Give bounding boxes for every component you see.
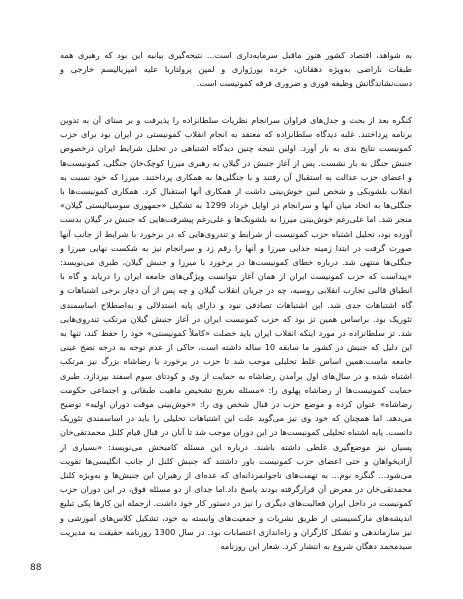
paragraph-body: کنگره بعد از بحث و جدل‌های فراوان سرانجام نظریات سلطانزاده را پذیرفت و بر مبنای آن به تدوین برنامه پرداختند. غلبه دیدگاه سلطانزاده که معتقد به انجام انقلاب کمونیستی در ایران بود برای حزب کمونیست نتایج بدی به بار آورد. اولین نتیجه چنین دیدگاه اشتباهی در تحلیل شرایط ایران درخصوص جنبش جنگل به بار نشست. پس از آغاز جنبش در گیلان به رهبری میرزا کوچک‌خان جنگلی، کمونیست‌ها و اعضای حزب عدالت به استقبال آن رفتند و با جنگلی‌ها به همکاری پرداختند. میرزا که خود نسبت به انقلاب بلشویکی و شخص لنین خوش‌بینی داشت از همکاری آنها استقبال کرد. همکاری کمونیست‌ها با جنگلی‌ها به اتحاد میان آنها و سرانجام در اوایل خرداد 1299 به تشکیل «جمهوری سوسیالیستی گیلان» منجر شد. اما علی‌رغم خوش‌بینی میرزا به بلشویک‌ها و علی‌رغم پیشرفت‌هایی که جنبش در گیلان بدست آورده بود، تحلیل اشتباه حزب کمونیست از شرایط و تندروی‌هایی که در برخورد با شرایط از جانب آنها صورت گرفت در ابتدا زمینه جدایی میرزا و آنها را رقم زد و سرانجام نیز به شکست نهایی میرزا و جنگلی‌ها منتهی شد. درباره خطای کمونیست‌ها در برخورد با میرزا و جنبش گیلان، طبری می‌نویسد: «پیداست که حزب کمونیست ایران از همان آغاز نتوانست ویژگی‌های جامعه ایران را دریابد و گاه با انطباق قالبی تجارب انقلابی روسیه، چه در جریان انقلاب گیلان و چه پس از آن دچار برخی اشتباهات و گاه اشتباهات جدی شد. این اشتباهات تصادفی نبود و دارای پایه استدلالی و به‌اصطلاح اساسمندی تئوریک بود. براساس همین تز بود که حزب کمونیست ایران در آغاز جنبش گیلان مرتکب تندروی‌هایی شد. تز سلطانزاده در مورد اینکه انقلاب ایران باید خصلت «کاملاً کمونیستی» خود را حفظ کند، تنها به این دلیل که جنبش در کشور ما سابقه 10 ساله داشته است، حاکی از عدم توجه به درجه نضج عینی جامعه ماست.همین اساس غلط تحلیلی موجب شد تا حزب در برخورد با رضاشاه بزرگ نیز مرتکب اشتباه شده و در سال‌های اول برآمدن رضاشاه به حمایت از وی و کودتای سوم اسفند بپردازد. طبری حمایت کمونیست‌ها از رضاشاه پهلوی را: «مسئله بغرنج تشخیص ماهیت طبقاتی و اجتماعی حکومت رضاشاه» عنوان کرده و موضع حزب در قبال شخص وی را: «خوش‌بینی موقت دوران اولیه» توضیح می‌دهد. اما همچنان که خود وی نیز می‌گوید علت این اشتباهات تحلیلی را باید در اساسمندی تئوریک دانست. پایه اشتباه تحلیلی کمونیست‌ها در این دوران موجب شد تا آنان در قبال قیام کلنل محمدتقی‌خان پسیان نیز موضع‌گیری غلطی داشته باشند. درباره این مسئله کامبخش می‌نویسد: «بسیاری از آزادیخواهان و حتی اعضای حزب کمونیست باور داشتند که جنبش کلنل از جانب انگلیسی‌ها تقویت می‌شود... گنگره نوم... به تهمت‌های ناجوانمردانه‌ای که عده‌ای از رهبران این جنبش‌ها و به‌ویژه کلنل محمدتقی‌خان در معرض آن قرارگرفته بودند پاسخ داد.اما جدای از دو مسئله فوق، در این دوران حزب کمونیست در داخل ایران فعالیت‌های دیگری را نیز در دستور کار خود داشت. ازجمله این کارها یکی تبلیغ اندیشه‌های مارکسیستی از طریق نشریات و جمعیت‌های وابسته به خود، تشکیل کلاس‌های آموزشی و نیز سازماندهی و تشکل کارگران و راه‌اندازی اعتصابات بود. در سال 1300 روزنامه حقیقت به مدیریت سیدمحمد دهگان شروع به انتشار کرد. شعار این روزنامه — [60, 115, 412, 552]
page-number: 88 — [30, 563, 42, 573]
paragraph-intro: به شواهد، اقتصاد کشور هنوز ماقبل سرمایه‌داری است... نتیجه‌گیری بیانیه این بود که رهبری همه طبقات ناراضی به‌ویژه دهقانان، خرده بورژوازی و لمپن پرولتاریا علیه امپریالیسم خارجی و دست‌نشاندگانش وظیفه فوری و ضروری فرقه کمونیست است. — [60, 50, 412, 89]
